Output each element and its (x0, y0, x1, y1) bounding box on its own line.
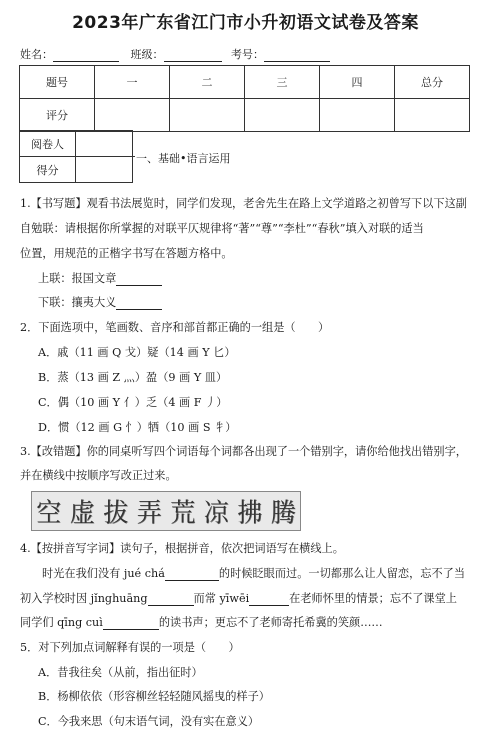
q2-stem: 2．下面选项中，笔画数、音序和部首都正确的一组是（ ） (20, 321, 330, 334)
q1-line-1: 1.【书写题】观看书法展览时，同学们发现，老舍先生在路上文学道路之初曾写下以下这副 (20, 197, 467, 210)
q1-lower-label: 下联：攘夷大义 (38, 296, 117, 309)
score-cell[interactable] (170, 99, 245, 132)
score-label: 得分 (20, 157, 76, 183)
q3-handwriting-image (31, 491, 301, 531)
score-table-score-row (20, 99, 470, 132)
score-table-header-row (20, 66, 470, 99)
score-cell[interactable] (320, 99, 395, 132)
q3-char: 凉 (203, 497, 229, 528)
q3-line-1: 3.【改错题】你的同桌听写四个词语每个词都各出现了一个错别字，请你给他找出错别字， (20, 445, 467, 458)
q1-line-3: 位置，用规范的正楷字书写在答题方格中。 (20, 247, 233, 260)
class-label: 班级： (130, 48, 164, 61)
reviewer-cell[interactable] (76, 131, 133, 157)
score-row-label: 评分 (20, 99, 95, 132)
score-cell[interactable] (395, 99, 470, 132)
header-part-4: 四 (320, 66, 395, 99)
q4-text: 同学们 qīng cuì (20, 616, 103, 629)
header-part-1: 一 (95, 66, 170, 99)
q4-blank-3[interactable] (249, 593, 289, 606)
name-label: 姓名： (20, 48, 53, 61)
q2-option-d[interactable]: D．惯（12 画 G 忄）牺（10 画 S 牜） (38, 421, 237, 434)
page-title: 2023年广东省江门市小升初语文试卷及答案 (72, 13, 419, 33)
q4-paragraph-line-2 (20, 590, 457, 606)
q1-upper-label: 上联：报国文章 (38, 272, 117, 285)
q5-option-b[interactable]: B．杨柳依依（形容柳丝轻轻随风摇曳的样子） (38, 690, 270, 703)
q1-lower-blank[interactable] (116, 297, 162, 310)
q4-blank-1[interactable] (165, 568, 219, 581)
q4-blank-2[interactable] (148, 593, 194, 606)
grader-connector (131, 156, 135, 157)
q1-upper-couplet (38, 270, 162, 286)
q3-char: 拔 (103, 497, 129, 528)
header-total: 总分 (395, 66, 470, 99)
header-part-3: 三 (245, 66, 320, 99)
q3-char: 拂 (237, 497, 263, 528)
q4-text: 初入学校时因 jǐnghuāng (20, 592, 148, 605)
q4-blank-4[interactable] (103, 617, 159, 630)
q5-stem: 5．对下列加点词解释有误的一项是（ ） (20, 641, 240, 654)
exam-number-label: 考号： (231, 48, 264, 61)
score-cell[interactable] (245, 99, 320, 132)
reviewer-label: 阅卷人 (20, 131, 76, 157)
q4-stem: 4.【按拼音写字词】读句子，根据拼音，依次把词语写在横线上。 (20, 542, 344, 555)
q3-char: 弄 (136, 497, 162, 528)
class-field[interactable] (164, 61, 222, 62)
q4-text: 的时候眨眼而过。一切都那么让人留恋，忘不了当 (218, 567, 466, 580)
q1-lower-couplet (38, 294, 162, 310)
score-cell[interactable] (95, 99, 170, 132)
q3-char: 腾 (270, 497, 296, 528)
q4-paragraph-line-1 (42, 565, 465, 581)
section-1-heading: 一、基础•语言运用 (136, 152, 231, 165)
grader-table (19, 130, 133, 183)
q3-char: 荒 (170, 497, 196, 528)
header-part-2: 二 (170, 66, 245, 99)
q4-text: 的读书声；更忘不了老师寄托希冀的笑颜…… (158, 616, 383, 629)
student-info-row (20, 46, 330, 62)
q2-option-c[interactable]: C．偶（10 画 Y 亻）乏（4 画 F 丿） (38, 396, 228, 409)
q2-option-b[interactable]: B．蒸（13 画 Z 灬）盈（9 画 Y 皿） (38, 371, 228, 384)
q5-option-a[interactable]: A．昔我往矣（从前，指出征时） (38, 666, 203, 679)
q4-paragraph-line-3 (20, 614, 383, 630)
header-question-number: 题号 (20, 66, 95, 99)
q3-line-2: 并在横线中按顺序写改正过来。 (20, 469, 177, 482)
grader-score-cell[interactable] (76, 157, 133, 183)
q4-text: 在老师怀里的情景；忘不了课堂上 (289, 592, 457, 605)
q2-option-a[interactable]: A．戚（11 画 Q 戈）疑（14 画 Y 匕） (38, 346, 236, 359)
name-field[interactable] (53, 61, 119, 62)
score-table (19, 65, 470, 132)
q1-upper-blank[interactable] (116, 273, 162, 286)
q3-char: 空 (36, 497, 62, 528)
q4-text: 而常 yīwēi (193, 592, 250, 605)
q5-option-c[interactable]: C．今我来思（句末语气词，没有实在意义） (38, 715, 260, 728)
q4-text: 时光在我们没有 jué chá (42, 567, 165, 580)
exam-number-field[interactable] (264, 61, 330, 62)
q1-line-2: 自勉联：请根据你所掌握的对联平仄规律将“著”“尊”“李杜”“春秋”填入对联的适当 (20, 222, 424, 235)
q3-char: 虚 (69, 497, 95, 528)
